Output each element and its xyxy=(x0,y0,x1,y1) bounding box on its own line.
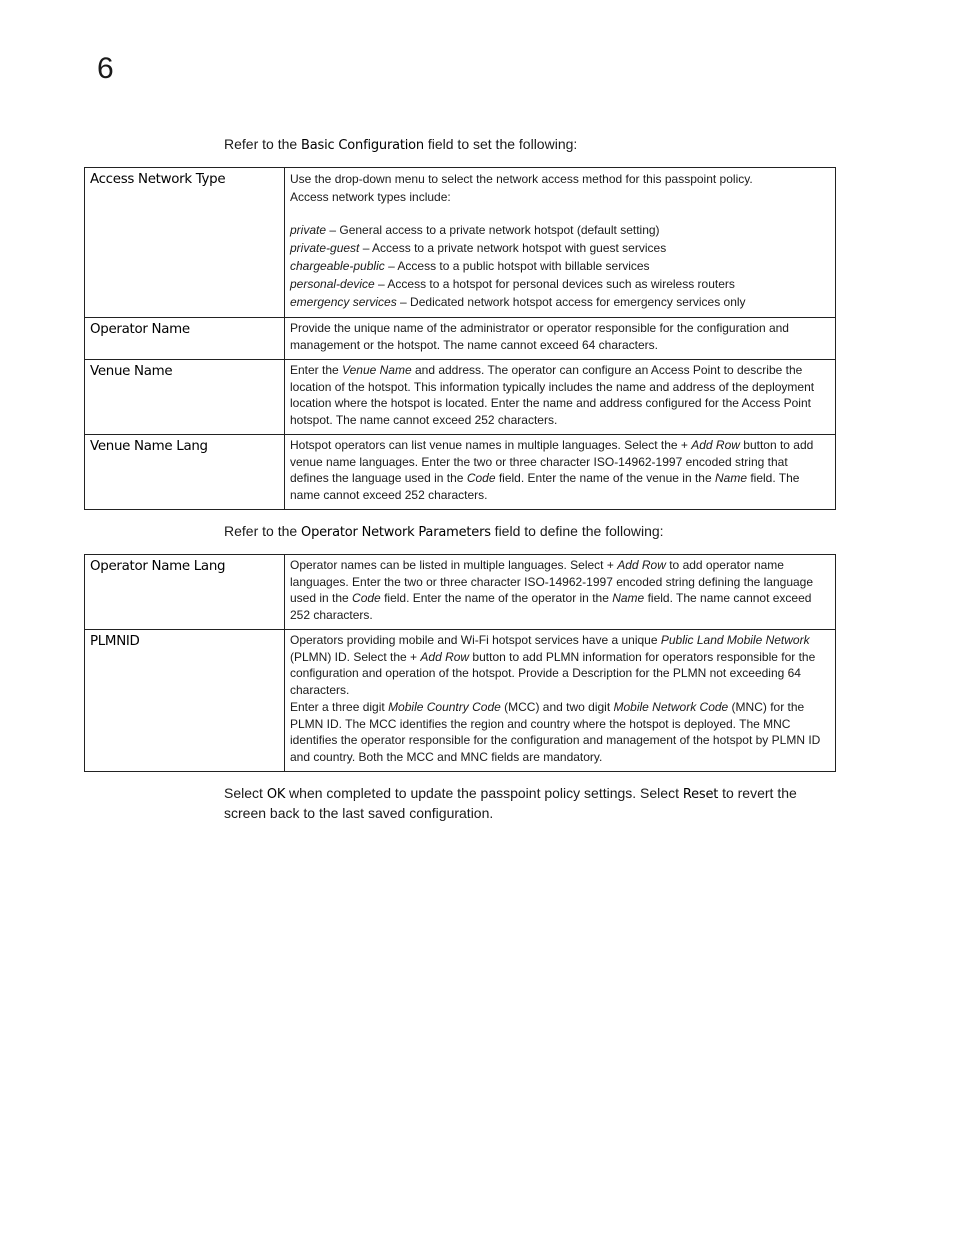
basic-configuration-table xyxy=(84,167,836,510)
text-run: to revert the screen back to the last saved configuration. xyxy=(224,785,797,821)
network-type-name: personal-device xyxy=(290,277,375,291)
table-row xyxy=(85,555,836,630)
emphasis-code: Code xyxy=(352,591,381,605)
closing-instructions xyxy=(224,784,836,823)
description-venue-name xyxy=(285,360,836,435)
term-operator-name-lang: Operator Name Lang xyxy=(85,555,285,630)
emphasis-code: Code xyxy=(466,471,496,485)
term-operator-name: Operator Name xyxy=(85,318,285,360)
basic-configuration-field-name: Basic Configuration xyxy=(301,138,424,153)
term-plmnid: PLMNID xyxy=(85,630,285,772)
list-item xyxy=(290,257,829,275)
description-line: Use the drop-down menu to select the network access method for this passpoint policy. xyxy=(290,172,753,186)
text-run: and address. The operator can configure an Access Point to describe the location of the hotspot. This information typically includes the name and address of the deployment location where the hotspot is located. Enter the name and address configured for the Access Point hotspot. The name cannot exceed 252 characters. xyxy=(290,363,815,427)
spacer xyxy=(290,206,829,221)
emphasis-name: Name xyxy=(612,591,645,605)
operator-network-intro xyxy=(224,522,664,542)
text-run: Enter a three digit xyxy=(290,700,389,714)
text-run: field. The name cannot exceed 252 characters. xyxy=(290,591,812,622)
table-row xyxy=(85,168,836,318)
table-row xyxy=(85,435,836,510)
term-access-network-type: Access Network Type xyxy=(85,168,285,318)
text-run: to add operator name languages. Enter the two or three character ISO-14962-1997 encoded string defining the language used in the xyxy=(290,558,814,605)
text-run: Select xyxy=(224,785,267,801)
text-run: (MCC) and two digit xyxy=(500,700,614,714)
reset-label: Reset xyxy=(682,787,719,802)
emphasis-name: Name xyxy=(714,471,747,485)
intro-suffix: field to set the following: xyxy=(423,136,578,152)
description-plmnid xyxy=(285,630,836,772)
network-type-text: – General access to a private network hotspot (default setting) xyxy=(326,223,660,237)
intro-suffix: field to define the following: xyxy=(490,523,664,539)
description-operator-name-lang xyxy=(285,555,836,630)
network-type-text: – Access to a hotspot for personal devices such as wireless routers xyxy=(374,277,735,291)
text-run: field. Enter the name of the operator in the xyxy=(380,591,613,605)
emphasis-add-row: Add Row xyxy=(691,438,740,452)
emphasis-venue-name: Venue Name xyxy=(342,363,412,377)
text-run: (PLMN) ID. Select the + xyxy=(290,649,421,664)
network-type-text: – Access to a private network hotspot with guest services xyxy=(359,241,667,255)
list-item xyxy=(290,239,829,257)
emphasis-add-row: Add Row xyxy=(617,558,666,572)
description-venue-name-lang xyxy=(285,435,836,510)
term-venue-name-lang: Venue Name Lang xyxy=(85,435,285,510)
text-run: Hotspot operators can list venue names in multiple languages. Select the + xyxy=(290,438,692,452)
operator-network-field-name: Operator Network Parameters xyxy=(301,525,491,540)
text-run: field. The name cannot exceed 252 characters. xyxy=(290,471,800,502)
intro-prefix: Refer to the xyxy=(224,136,302,152)
table-row xyxy=(85,360,836,435)
text-run: button to add venue name languages. Enter the two or three character ISO-14962-1997 encoded string that defines the language used in the xyxy=(290,438,814,485)
ok-label: OK xyxy=(266,787,286,802)
network-type-name: emergency services xyxy=(290,295,397,309)
table-row xyxy=(85,318,836,360)
list-item xyxy=(290,293,829,311)
emphasis-mcc: Mobile Country Code xyxy=(388,700,501,714)
list-item xyxy=(290,275,829,293)
text-run: Operator names can be listed in multiple languages. Select + xyxy=(290,558,618,572)
term-venue-name: Venue Name xyxy=(85,360,285,435)
network-type-name: private xyxy=(290,223,327,237)
operator-network-table xyxy=(84,554,836,772)
description-paragraph xyxy=(290,699,829,765)
text-run: field. Enter the name of the venue in the xyxy=(495,471,715,485)
list-item xyxy=(290,221,829,239)
text-run: button to add PLMN information for operators responsible for the configuration and operation of the hotspot. Provide a Description for the PLMN not exceeding 64 characters. xyxy=(290,649,816,697)
text-run: Enter the xyxy=(290,363,343,377)
network-type-text: – Dedicated network hotspot access for emergency services only xyxy=(396,295,746,309)
table-row xyxy=(85,630,836,772)
text-run: (MNC) for the PLMN ID. The MCC identifies the region and country where the hotspot is deployed. The MNC identifies the operator responsible for the configuration and management of the hotspot by PLMN ID and country. Both the MCC and MNC fields are mandatory. xyxy=(290,700,821,764)
emphasis-plmn: Public Land Mobile Network xyxy=(660,633,810,647)
network-type-name: private-guest xyxy=(290,241,360,255)
network-type-text: – Access to a public hotspot with billable services xyxy=(384,259,650,273)
network-type-name: chargeable-public xyxy=(290,259,385,273)
description-operator-name: Provide the unique name of the administrator or operator responsible for the configuration and management or the hotspot. The name cannot exceed 64 characters. xyxy=(285,318,836,360)
text-run: Operators providing mobile and Wi-Fi hotspot services have a unique xyxy=(290,633,661,647)
chapter-number: 6 xyxy=(97,52,114,85)
text-run: when completed to update the passpoint policy settings. Select xyxy=(285,785,683,801)
emphasis-add-row: Add Row xyxy=(420,649,470,664)
emphasis-mnc: Mobile Network Code xyxy=(613,700,729,714)
description-access-network-type xyxy=(285,168,836,318)
description-line: Access network types include: xyxy=(290,190,451,204)
description-paragraph xyxy=(290,632,829,698)
intro-prefix: Refer to the xyxy=(224,523,302,539)
basic-configuration-intro xyxy=(224,135,577,155)
